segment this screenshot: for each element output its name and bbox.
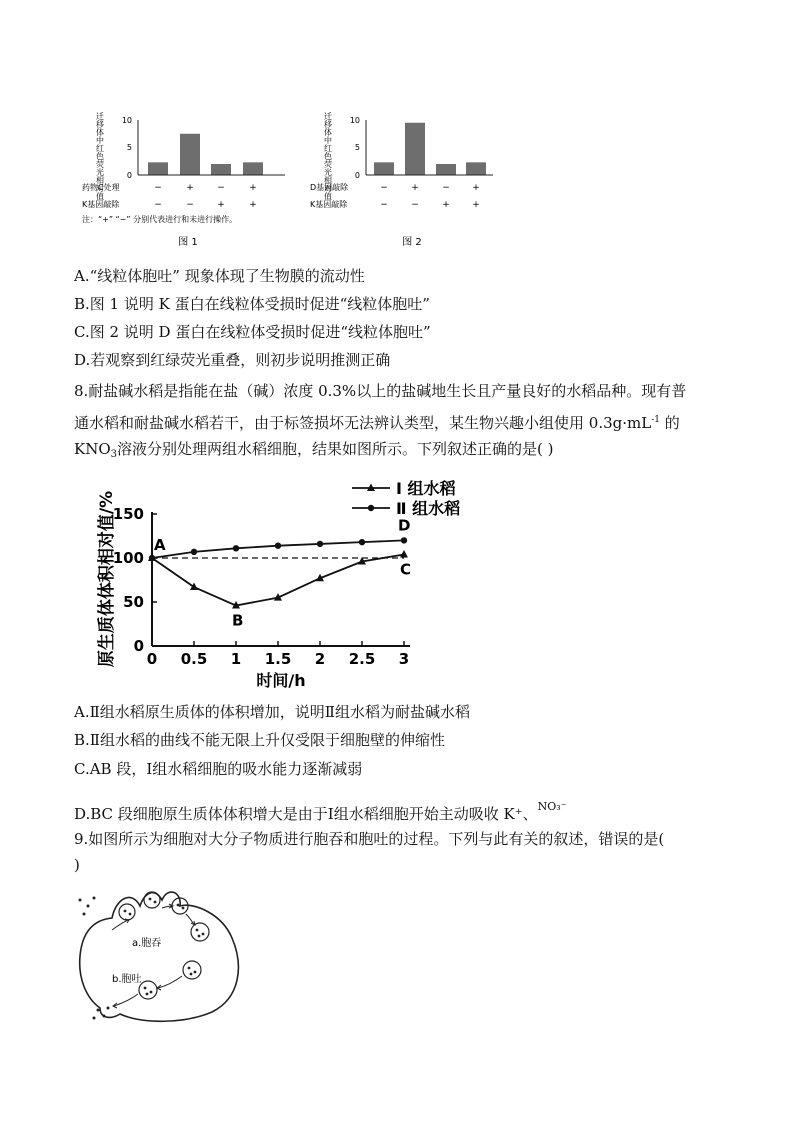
fig2-sign: + bbox=[472, 200, 480, 210]
fig2-ylabel: 迁移体中红色荧光相对值 bbox=[323, 112, 333, 200]
y-tick-label: 150 bbox=[112, 505, 144, 523]
cell-membrane bbox=[80, 892, 239, 1021]
y-tick-label: 100 bbox=[112, 549, 144, 567]
x-tick-label: 2 bbox=[314, 650, 326, 668]
q7-option-a: A.“线粒体胞吐” 现象体现了生物膜的流动性 bbox=[74, 267, 365, 285]
y-tick-label: 0 bbox=[133, 637, 144, 655]
bar-2 bbox=[405, 123, 425, 175]
legend-label-1: Ⅰ 组水稻 bbox=[396, 479, 456, 498]
fig1-sign: + bbox=[186, 183, 194, 193]
q8-legend bbox=[352, 479, 460, 518]
q8-line-chart bbox=[94, 474, 484, 690]
fig1-sign: − bbox=[154, 200, 162, 210]
q8-unit-superscript: -1 bbox=[651, 415, 660, 425]
bar-2 bbox=[180, 134, 200, 175]
fig1-sign: − bbox=[217, 183, 225, 193]
fig1-sign: − bbox=[186, 200, 194, 210]
figure-1 bbox=[80, 108, 320, 250]
annotation-C: C bbox=[400, 560, 412, 579]
fig2-sign: + bbox=[411, 183, 419, 193]
point-group1 bbox=[190, 583, 198, 591]
fig1-sign: + bbox=[217, 200, 225, 210]
point-group2 bbox=[359, 539, 365, 545]
q7-option-d: D.若观察到红绿荧光重叠，则初步说明推测正确 bbox=[74, 351, 391, 369]
q8-stem-rest: 溶液分别处理两组水稻细胞，结果如图所示。下列叙述正确的是( ) bbox=[117, 440, 554, 458]
bar-4 bbox=[243, 162, 263, 175]
fig1-row2-label: K基因敲除 bbox=[82, 200, 120, 209]
point-group2 bbox=[233, 545, 239, 551]
fig2-row2-label: K基因敲除 bbox=[310, 200, 348, 209]
point-group2 bbox=[401, 537, 407, 543]
x-tick-label: 0 bbox=[146, 650, 158, 668]
q8-option-d bbox=[74, 797, 567, 824]
endocytosis-vesicles bbox=[119, 892, 209, 941]
fig1-ytick: 10 bbox=[121, 116, 132, 125]
q9-cell-diagram bbox=[72, 878, 252, 1028]
fig1-caption: 图 1 bbox=[178, 237, 198, 248]
q8-stem-line-2 bbox=[74, 410, 680, 433]
point-group2 bbox=[317, 541, 323, 547]
fig1-ytick: 5 bbox=[126, 143, 132, 152]
fig2-row1-label: D基因敲除 bbox=[310, 183, 349, 192]
figure-2 bbox=[308, 108, 508, 250]
fig2-sign: + bbox=[472, 183, 480, 193]
q8-stem-line-1: 8.耐盐碱水稻是指能在盐（碱）浓度 0.3%以上的盐碱地生长且产量良好的水稻品种。现有普 bbox=[74, 382, 687, 400]
fig1-sign: + bbox=[249, 200, 257, 210]
q7-option-c: C.图 2 说明 D 蛋白在线粒体受损时促进“线粒体胞吐” bbox=[74, 323, 431, 341]
fig1-ylabel: 迁移体中红色荧光相对值 bbox=[95, 112, 105, 200]
extracellular-particles bbox=[79, 897, 110, 1020]
fig2-ytick: 0 bbox=[354, 171, 360, 180]
q8-xlabel: 时间/h bbox=[256, 671, 306, 690]
annotation-A: A bbox=[154, 536, 166, 554]
fig2-ytick: 5 bbox=[354, 143, 360, 152]
q8-stem-line-3 bbox=[74, 439, 554, 465]
x-tick-label: 0.5 bbox=[180, 650, 208, 668]
fig2-sign: − bbox=[411, 200, 419, 210]
x-tick-label: 3 bbox=[398, 650, 410, 668]
fig2-sign: − bbox=[442, 183, 450, 193]
annotation-D: D bbox=[398, 516, 411, 535]
q8-stem-text: 通水稻和耐盐碱水稻若干，由于标签损坏无法辨认类型，某生物兴趣小组使用 0.3g·mL bbox=[74, 414, 652, 432]
q8-ylabel: 原生质体体积相对值/% bbox=[97, 490, 117, 668]
q8-option-a: A.Ⅱ组水稻原生质体的体积增加，说明Ⅱ组水稻为耐盐碱水稻 bbox=[74, 703, 470, 721]
y-tick-label: 50 bbox=[123, 593, 144, 611]
fig2-sign: − bbox=[380, 200, 388, 210]
exocytosis-vesicles bbox=[139, 961, 201, 999]
q8-option-d-ion: NO₃⁻ bbox=[537, 800, 567, 813]
bar-1 bbox=[148, 162, 168, 175]
fig1-sign: − bbox=[154, 183, 162, 193]
x-tick-label: 2.5 bbox=[348, 650, 376, 668]
fig1-note: 注：“+” “−” 分别代表进行和未进行操作。 bbox=[82, 215, 238, 224]
q8-stem-text-end: 的 bbox=[659, 414, 680, 432]
legend-label-2: Ⅱ 组水稻 bbox=[396, 499, 461, 518]
q9-stem-line-2: ) bbox=[74, 856, 80, 874]
fig2-bar-group bbox=[374, 123, 486, 175]
fig1-row1-label: 药物C处理 bbox=[82, 183, 120, 192]
q9-label-exocytosis: b.胞吐 bbox=[112, 974, 142, 985]
q9-stem-line-1: 9.如图所示为细胞对大分子物质进行胞吞和胞吐的过程。下列与此有关的叙述，错误的是( bbox=[74, 830, 665, 848]
bar-1 bbox=[374, 162, 394, 175]
point-group2 bbox=[191, 549, 197, 555]
q7-option-b: B.图 1 说明 K 蛋白在线粒体受损时促进“线粒体胞吐” bbox=[74, 295, 430, 313]
fig1-ytick: 0 bbox=[126, 171, 132, 180]
fig2-caption: 图 2 bbox=[402, 237, 422, 248]
fig1-bar-group bbox=[148, 134, 263, 175]
point-group2 bbox=[275, 542, 281, 548]
bar-4 bbox=[466, 162, 486, 175]
q8-kno3: KNO bbox=[74, 440, 111, 458]
fig2-sign: + bbox=[442, 200, 450, 210]
q8-option-b: B.Ⅱ组水稻的曲线不能无限上升仅受限于细胞壁的伸缩性 bbox=[74, 731, 445, 749]
legend-marker-circle bbox=[368, 505, 374, 511]
fig1-sign: + bbox=[249, 183, 257, 193]
x-tick-label: 1.5 bbox=[264, 650, 292, 668]
bar-3 bbox=[211, 164, 231, 175]
q8-kno3-subscript: 3 bbox=[110, 449, 118, 460]
fig2-ytick: 10 bbox=[349, 116, 360, 125]
q8-option-d-text: D.BC 段细胞原生质体体积增大是由于Ⅰ组水稻细胞开始主动吸收 K⁺、 bbox=[74, 805, 538, 823]
annotation-B: B bbox=[232, 611, 244, 630]
x-tick-label: 1 bbox=[230, 650, 242, 668]
fig2-sign: − bbox=[380, 183, 388, 193]
q8-option-c: C.AB 段，Ⅰ组水稻细胞的吸水能力逐渐减弱 bbox=[74, 760, 363, 778]
bar-3 bbox=[436, 164, 456, 175]
point-group1 bbox=[400, 550, 408, 558]
q9-label-endocytosis: a.胞吞 bbox=[132, 938, 162, 949]
